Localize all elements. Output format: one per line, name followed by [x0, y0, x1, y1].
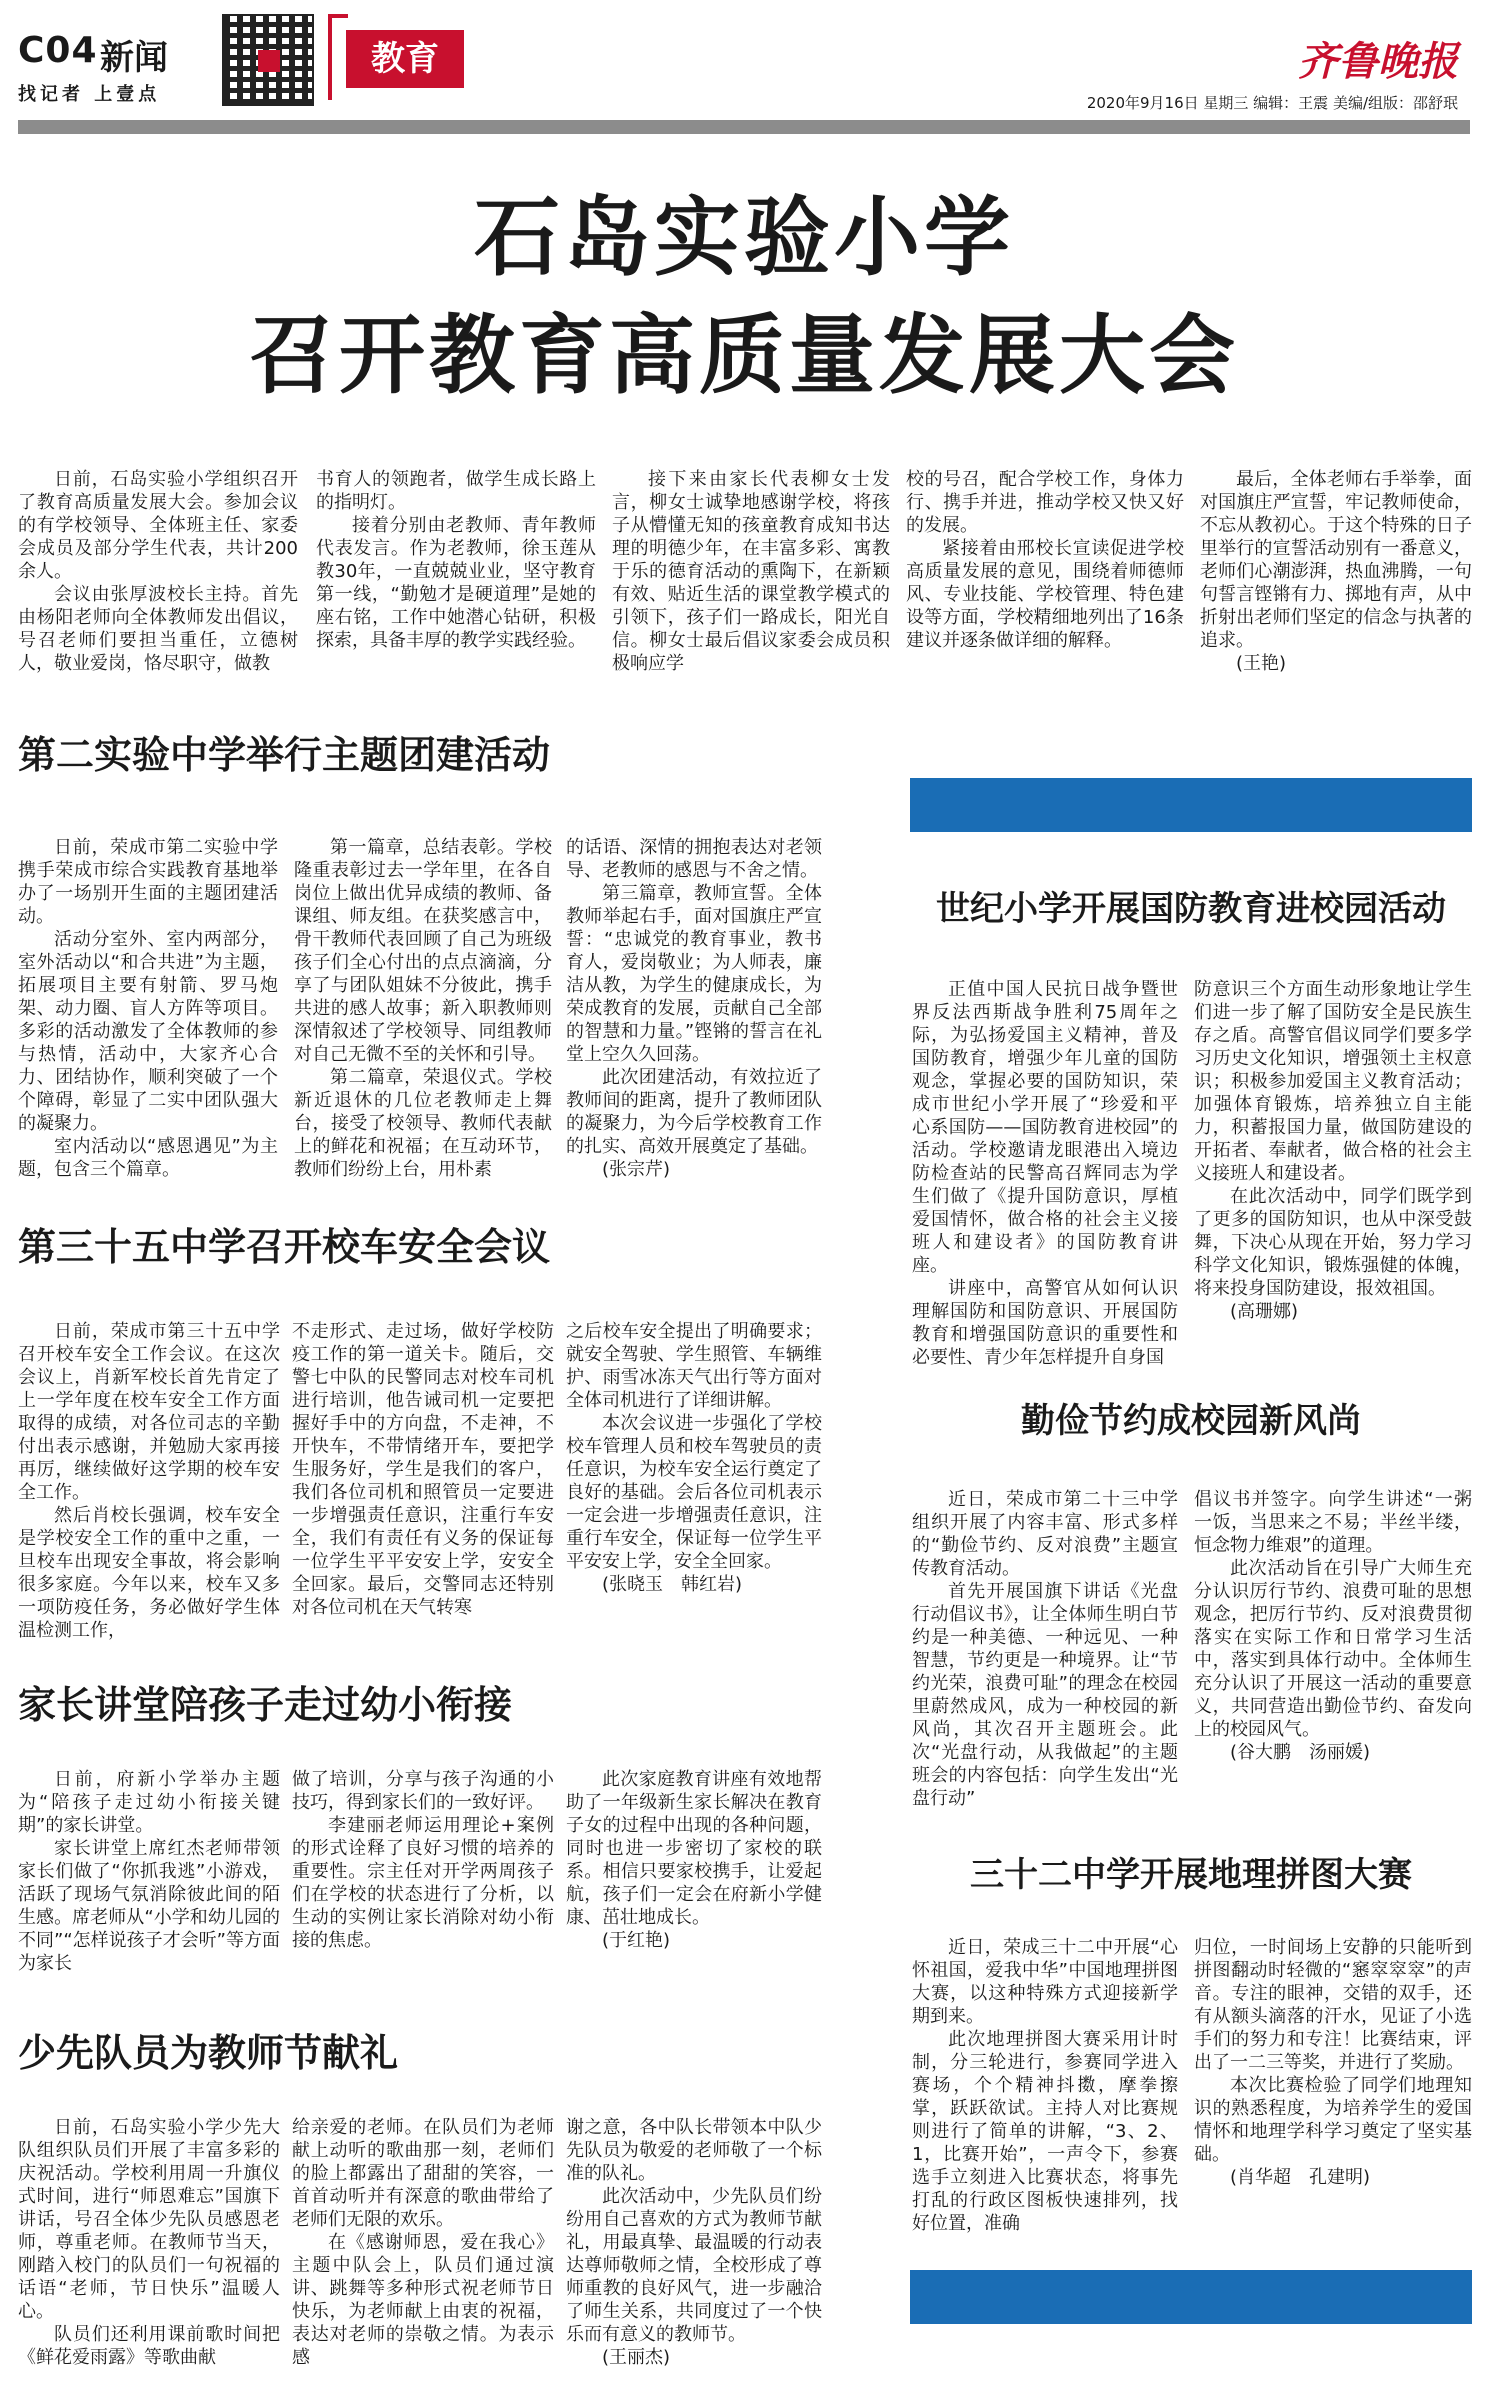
article-title: 少先队员为教师节献礼: [18, 2031, 399, 2075]
lead-col-3: [612, 468, 890, 688]
a5-col-3: [566, 2116, 822, 2386]
paragraph: 防意识三个方面生动形象地让学生们进一步了解了国防安全是民族生存之盾。高警官倡议同学们要多学习历史文化知识，增强领土主权意识；积极参加爱国主义教育活动；加强体育锻炼，培养独立自主能力，积蓄报国力量，做国防建设的开拓者、奉献者，做合格的社会主义接班人和建设者。: [1194, 979, 1472, 1184]
article-title: 第三十五中学召开校车安全会议: [18, 1225, 551, 1269]
paragraph: 不走形式、走过场，做好学校防疫工作的第一道关卡。随后，交警七中队的民警同志对校车司机进行培训，他告诫司机一定要把握好手中的方向盘，不走神，不开快车，不带情绪开车，要把学生服务好，学生是我们的客户，我们各位司机和照管员一定要进一步增强责任意识，注重行车安全，我们有责任有义务的保证每一位学生平平安安上学，安安全全回家。最后，交警同志还特别对各位司机在天气转寒: [292, 1321, 554, 1618]
lead-title-line2: 召开教育高质量发展大会: [249, 306, 1239, 406]
article-title: 第二实验中学举行主题团建活动: [18, 733, 551, 777]
paragraph: 第一篇章，总结表彰。学校隆重表彰过去一学年里，在各自岗位上做出优异成绩的教师、备课组、师友组。在获奖感言中，骨干教师代表回顾了自己为班级孩子们全心付出的点点滴滴，分享了与团队姐妹不分彼此，携手共进的感人故事；新入职教师则深情叙述了学校领导、同组教师对自己无微不至的关怀和引导。: [294, 837, 552, 1065]
paragraph: 近日，荣成三十二中开展“心怀祖国，爱我中华”中国地理拼图大赛，以这种特殊方式迎接新学期到来。: [912, 1937, 1178, 2027]
a2-col-2: [294, 836, 552, 1180]
r2-col-2: [1194, 1488, 1472, 1818]
decorative-blue-box: [910, 778, 1472, 832]
paragraph: 日前，石岛实验小学组织召开了教育高质量发展大会。参加会议的有学校领导、全体班主任、家委会成员及部分学生代表，共计200余人。: [18, 469, 298, 582]
section-tag-bracket: [328, 14, 348, 100]
paragraph: 近日，荣成市第二十三中学组织开展了内容丰富、形式多样的“勤俭节约、反对浪费”主题宣传教育活动。: [912, 1489, 1178, 1579]
byline: (谷大鹏 汤丽媛): [1230, 1742, 1371, 1763]
paragraph: 讲座中，高警官从如何认识理解国防和国防意识、开展国防教育和增强国防意识的重要性和必要性、青少年怎样提升自身国: [912, 1278, 1178, 1368]
paragraph: 谢之意，各中队长带领本中队少先队员为敬爱的老师敬了一个标准的队礼。: [566, 2117, 822, 2184]
a3-col-3: [566, 1320, 822, 1650]
a5-col-1: [18, 2116, 280, 2386]
decorative-blue-box: [910, 2270, 1472, 2324]
paragraph: 紧接着由邢校长宣读促进学校高质量发展的意见，围绕着师德师风、专业技能、学校管理、特色建设等方面，学校精细地列出了16条建议并逐条做详细的解释。: [906, 538, 1184, 651]
qr-center-logo-icon: [258, 50, 280, 72]
article-title: 勤俭节约成校园新风尚: [1021, 1401, 1361, 1441]
paragraph: 然后肖校长强调，校车安全是学校安全工作的重中之重，一旦校车出现安全事故，将会影响很多家庭。今年以来，校车又多一项防疫任务，务必做好学生体温检测工作，: [18, 1505, 280, 1641]
byline: (高珊娜): [1230, 1301, 1299, 1322]
paragraph: 家长讲堂上席红杰老师带领家长们做了“你抓我逃”小游戏，活跃了现场气氛消除彼此间的陌生感。席老师从“小学和幼儿园的不同”“怎样说孩子才会听”等方面为家长: [18, 1838, 280, 1974]
paragraph: 在《感谢师恩，爱在我心》主题中队会上，队员们通过演讲、跳舞等多种形式祝老师节日快乐，为老师献上由衷的祝福，表达对老师的崇敬之情。为表示感: [292, 2232, 554, 2368]
paragraph: 本次比赛检验了同学们地理知识的熟悉程度，为培养学生的爱国情怀和地理学科学习奠定了坚实基础。: [1194, 2075, 1472, 2165]
paragraph: 倡议书并签字。向学生讲述“一粥一饭，当思来之不易；半丝半缕，恒念物力维艰”的道理。: [1194, 1489, 1472, 1556]
paragraph: 日前，石岛实验小学少先大队组织队员们开展了丰富多彩的庆祝活动。学校利用周一升旗仪式时间，进行“师恩难忘”国旗下讲话，号召全体少先队员感恩老师，尊重老师。在教师节当天，刚踏入校门的队员们一句祝福的话语“老师，节日快乐”温暖人心。: [18, 2117, 280, 2322]
paragraph: 队员们还利用课前歌时间把《鲜花爱雨露》等歌曲献: [18, 2324, 280, 2368]
lead-col-1: [18, 468, 298, 688]
paragraph: 正值中国人民抗日战争暨世界反法西斯战争胜利75周年之际，为弘扬爱国主义精神，普及国防教育，增强少年儿童的国防观念，掌握必要的国防知识，荣成市世纪小学开展了“珍爱和平 心系国防——国防教育进校园”的活动。学校邀请龙眼港出入境边防检查站的民警高召辉同志为学生们做了《提升国防意识，厚植爱国情怀，做合格的社会主义接班人和建设者》的国防教育讲座。: [912, 979, 1196, 1276]
header-rule: [18, 120, 1470, 134]
r3-col-2: [1194, 1936, 1472, 2236]
a4-col-2: [292, 1768, 554, 1978]
paragraph: 日前，府新小学举办主题为“陪孩子走过幼小衔接关键期”的家长讲堂。: [18, 1769, 280, 1836]
paragraph: 此次家庭教育讲座有效地帮助了一年级新生家长解决在教育子女的过程中出现的各种问题，同时也进一步密切了家校的联系。相信只要家校携手，让爱起航，孩子们一定会在府新小学健康、茁壮地成长。: [566, 1769, 822, 1928]
paragraph: 接着分别由老教师、青年教师代表发言。作为老教师，徐玉莲从教30年，一直兢兢业业，坚守教育第一线，“勤勉才是硬道理”是她的座右铭，工作中她潜心钻研，积极探索，具备丰厚的教学实践经验。: [316, 515, 596, 651]
section-name: 新闻: [100, 38, 168, 78]
byline: (王丽杰): [602, 2347, 671, 2368]
lead-col-2: [316, 468, 596, 688]
page-meta: 2020年9月16日 星期三 编辑：王震 美编/组版：邵舒珉: [1086, 94, 1458, 112]
r1-col-2: [1194, 978, 1472, 1348]
a3-col-2: [292, 1320, 554, 1650]
paragraph: 活动分室外、室内两部分，室外活动以“和合共进”为主题，拓展项目主要有射箭、罗马炮架、动力圈、盲人方阵等项目。多彩的活动激发了全体教师的参与热情，活动中，大家齐心合力、团结协作，顺利突破了一个个障碍，彰显了二实中团队强大的凝聚力。: [18, 929, 278, 1134]
newspaper-logo: 齐鲁晚报: [1298, 38, 1458, 85]
r1-col-1: [912, 978, 1196, 1368]
a4-col-1: [18, 1768, 280, 1978]
paragraph: 归位，一时间场上安静的只能听到拼图翻动时轻微的“窸窣窣窣”的声音。专注的眼神，交错的双手，还有从额头滴落的汗水，见证了小选手们的努力和专注！比赛结束，评出了一二三等奖，并进行了奖励。: [1194, 1937, 1472, 2073]
paragraph: 室内活动以“感恩遇见”为主题，包含三个篇章。: [18, 1136, 278, 1180]
paragraph: 最后，全体老师右手举拳，面对国旗庄严宣誓，牢记教师使命，不忘从教初心。于这个特殊的日子里举行的宣誓活动别有一番意义，老师们心潮澎湃，热血沸腾，一句句誓言铿锵有力、掷地有声，从中折射出老师们坚定的信念与执著的追求。: [1200, 469, 1472, 651]
r2-col-1: [912, 1488, 1178, 1818]
byline: (肖华超 孔建明): [1230, 2167, 1371, 2188]
paragraph: 书育人的领跑者，做学生成长路上的指明灯。: [316, 469, 596, 513]
article-title: 世纪小学开展国防教育进校园活动: [936, 889, 1446, 929]
paragraph: 此次团建活动，有效拉近了教师间的距离，提升了教师团队的凝聚力，为今后学校教育工作的扎实、高效开展奠定了基础。: [566, 1067, 822, 1157]
paragraph: 会议由张厚波校长主持。首先由杨阳老师向全体教师发出倡议，号召老师们要担当重任，立德树人，敬业爱岗，恪尽职守，做教: [18, 584, 298, 674]
byline: (张宗芹): [602, 1159, 671, 1180]
qr-code-icon[interactable]: [222, 14, 314, 106]
paragraph: 首先开展国旗下讲话《光盘行动倡议书》，让全体师生明白节约是一种美德、一种远见、一种智慧，节约更是一种境界。让“节约光荣，浪费可耻”的理念在校园里蔚然成风，成为一种校园的新风尚，其次召开主题班会。此次“光盘行动，从我做起”的主题班会的内容包括：向学生发出“光盘行动”: [912, 1581, 1178, 1809]
article-title: 家长讲堂陪孩子走过幼小衔接: [18, 1683, 513, 1727]
a4-col-3: [566, 1768, 822, 1978]
paragraph: 日前，荣成市第二实验中学携手荣成市综合实践教育基地举办了一场别开生面的主题团建活动。: [18, 837, 278, 927]
lead-title-line1: 石岛实验小学: [474, 188, 1014, 288]
paragraph: 给亲爱的老师。在队员们为老师献上动听的歌曲那一刻，老师们的脸上都露出了甜甜的笑容，一首首动听并有深意的歌曲带给了老师们无限的欢乐。: [292, 2117, 554, 2230]
r3-col-1: [912, 1936, 1178, 2236]
paragraph: 校的号召，配合学校工作，身体力行、携手并进，推动学校又快又好的发展。: [906, 469, 1184, 536]
a5-col-2: [292, 2116, 554, 2386]
paragraph: 之后校车安全提出了明确要求；就安全驾驶、学生照管、车辆维护、雨雪冰冻天气出行等方面对全体司机进行了详细讲解。: [566, 1321, 822, 1411]
paragraph: 第三篇章，教师宣誓。全体教师举起右手，面对国旗庄严宣誓：“忠诚党的教育事业，教书育人，爱岗敬业；为人师表，廉洁从教，为学生的健康成长，为荣成教育的发展，贡献自己全部的智慧和力量。”铿锵的誓言在礼堂上空久久回荡。: [566, 883, 822, 1065]
byline: (于红艳): [602, 1930, 671, 1951]
paragraph: 此次活动旨在引导广大师生充分认识厉行节约、浪费可耻的思想观念，把厉行节约、反对浪费贯彻落实在实际工作和日常学习生活中，落实到具体行动中。全体师生充分认识了开展这一活动的重要意义，共同营造出勤俭节约、奋发向上的校园风气。: [1194, 1558, 1472, 1740]
paragraph: 此次活动中，少先队员们纷纷用自己喜欢的方式为教师节献礼，用最真挚、最温暖的行动表达尊师敬师之情，全校形成了尊师重教的良好风气，进一步融洽了师生关系，共同度过了一个快乐而有意义的教师节。: [566, 2186, 822, 2345]
paragraph: 做了培训，分享与孩子沟通的小技巧，得到家长们的一致好评。: [292, 1769, 554, 1813]
paragraph: 此次地理拼图大赛采用计时制，分三轮进行，参赛同学进入赛场，个个精神抖擞，摩拳擦掌，跃跃欲试。主持人对比赛规则进行了简单的讲解，“3、2、1，比赛开始”，一声令下，参赛选手立刻进入比赛状态，将事先打乱的行政区图板快速排列，找好位置，准确: [912, 2029, 1178, 2234]
lead-col-5: [1200, 468, 1472, 688]
paragraph: 本次会议进一步强化了学校校车管理人员和校车驾驶员的责任意识，为校车安全运行奠定了良好的基础。会后各位司机表示一定会进一步增强责任意识，注重行车安全，保证每一位学生平平安安上学，安全全回家。: [566, 1413, 822, 1572]
byline: (王艳): [1236, 653, 1287, 674]
paragraph: 的话语、深情的拥抱表达对老领导、老教师的感恩与不舍之情。: [566, 837, 822, 881]
a2-col-1: [18, 836, 278, 1180]
paragraph: 日前，荣成市第三十五中学召开校车安全工作会议。在这次会议上，肖新军校长首先肯定了上一学年度在校车安全工作方面取得的成绩，对各位司志的辛勤付出表示感谢，并勉励大家再接再厉，继续做好这学期的校车安全工作。: [18, 1321, 280, 1503]
section-tag: 教育: [346, 30, 464, 88]
paragraph: 接下来由家长代表柳女士发言，柳女士诚挚地感谢学校，将孩子从懵懂无知的孩童教育成知书达理的明德少年，在丰富多彩、寓教于乐的德育活动的熏陶下，在新颖有效、贴近生活的课堂教学模式的引领下，孩子们一路成长，阳光自信。柳女士最后倡议家委会成员积极响应学: [612, 469, 890, 674]
paragraph: 第二篇章，荣退仪式。学校新近退休的几位老教师走上舞台，接受了校领导、教师代表献上的鲜花和祝福；在互动环节，教师们纷纷上台，用朴素: [294, 1067, 552, 1180]
byline: (张晓玉 韩红岩): [602, 1574, 743, 1595]
a2-col-3: [566, 836, 822, 1180]
page-number: C04: [18, 30, 98, 71]
a3-col-1: [18, 1320, 280, 1650]
lead-col-4: [906, 468, 1184, 688]
paragraph: 在此次活动中，同学们既学到了更多的国防知识，也从中深受鼓舞，下决心从现在开始，努力学习科学文化知识，锻炼强健的体魄，将来投身国防建设，报效祖国。: [1194, 1186, 1472, 1299]
paragraph: 李建丽老师运用理论+案例的形式诠释了良好习惯的培养的重要性。宗主任对开学两周孩子们在学校的状态进行了分析，以生动的实例让家长消除对幼小衔接的焦虑。: [292, 1815, 554, 1951]
article-title: 三十二中学开展地理拼图大赛: [970, 1855, 1412, 1895]
slogan: 找记者 上壹点: [18, 84, 161, 105]
